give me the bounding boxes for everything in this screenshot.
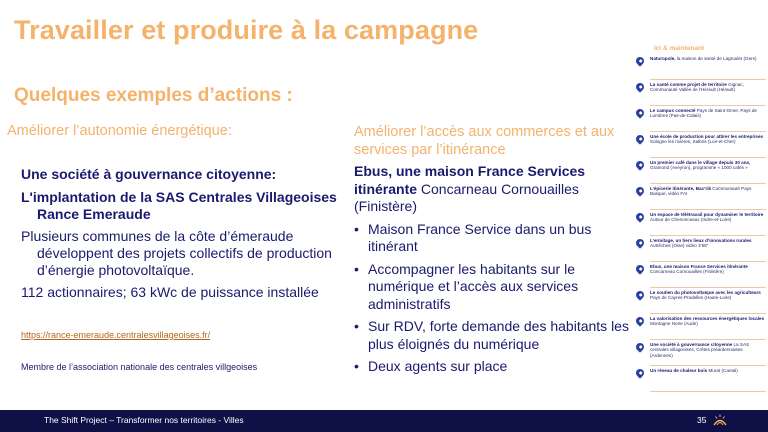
ebus-intro-bold: Ebus, une maison France Services itinérante xyxy=(354,163,586,197)
sidebar-list-item xyxy=(650,366,766,392)
centrales-villageoises-link[interactable]: https://rance-emeraude.centralesvillageoises.fr/ xyxy=(21,330,211,340)
bullet-text: Maison France Service dans un bus itinérant xyxy=(368,220,592,254)
sidebar-item-text xyxy=(650,56,766,61)
bullet-item xyxy=(354,221,636,256)
sidebar-item-rest: Gramond (Aveyron), programme « 1000 cafés » xyxy=(650,165,748,171)
bullet-icon: • xyxy=(354,260,359,277)
sidebar-item-text xyxy=(650,290,766,301)
right-column-body xyxy=(354,163,636,381)
sidebar-list-item xyxy=(650,132,766,158)
sidebar-list-item xyxy=(650,236,766,262)
sidebar-item-rest: Gignac, Communauté Vallée de l’Hérault (Hérault) xyxy=(650,82,744,93)
bullet-item xyxy=(354,261,636,314)
sidebar-item-rest: La SAS centrales villageoises, Crêtes préardennaises (Ardennes) xyxy=(650,342,750,358)
map-pin-icon xyxy=(634,81,645,92)
sidebar-list-item xyxy=(650,106,766,132)
map-pin-icon xyxy=(634,55,645,66)
sidebar-list xyxy=(650,54,766,392)
sidebar-item-rest: Concarneau Cornouailles (Finistère) xyxy=(650,269,724,275)
map-pin-icon xyxy=(634,315,645,326)
sidebar-item-bold: Une école de production pour attirer les entreprises xyxy=(650,134,764,139)
map-pin-icon xyxy=(634,367,645,378)
slide-subtitle: Quelques exemples d’actions : xyxy=(14,85,293,106)
sidebar-list-item xyxy=(650,54,766,80)
footer-bar xyxy=(0,410,768,432)
right-column-heading: Améliorer l’accès aux commerces et aux services par l’itinérance xyxy=(354,124,615,158)
map-pin-icon xyxy=(634,289,645,300)
ebus-intro xyxy=(354,163,636,216)
bullet-item xyxy=(354,318,636,353)
sidebar-item-rest: Autrêches (Oise) vidéo 3’55" xyxy=(650,243,709,249)
bullet-icon: • xyxy=(354,318,359,334)
left-column-heading: Améliorer l’autonomie énergétique: xyxy=(7,123,232,139)
map-pin-icon xyxy=(634,159,645,170)
sidebar-list-item xyxy=(650,314,766,340)
sidebar-list-item xyxy=(650,184,766,210)
sidebar-list-item xyxy=(650,80,766,106)
map-pin-icon xyxy=(634,263,645,274)
sidebar-item-rest: Murat (Cantal) xyxy=(707,368,738,373)
sidebar-list-item xyxy=(650,288,766,314)
sidebar-item-rest: Pays de Saint-Omer, Pays de Lumbres (Pas-de-Calais) xyxy=(650,108,757,119)
slide-title: Travailler et produire à la campagne xyxy=(14,15,479,45)
sidebar-item-bold: Le soutien du photovoltaïque avec les agriculteurs xyxy=(650,290,761,295)
sidebar-item-rest: Sologne les rivières, Salbris (Loir-et-Cher) xyxy=(650,139,736,145)
shift-project-logo-icon xyxy=(713,414,727,426)
sidebar-item-rest: la maison de santé de Lagruulet (Gers) xyxy=(675,56,757,61)
sidebar-item-bold: L’ermitage, un tiers lieux d’innovations rurales xyxy=(650,238,752,243)
examples-sidebar xyxy=(650,40,766,410)
sidebar-item-bold: La santé comme projet de territoire xyxy=(650,82,727,87)
map-pin-icon xyxy=(634,185,645,196)
society-heading: Une société à gouvernance citoyenne: xyxy=(21,166,277,182)
map-pin-icon xyxy=(634,237,645,248)
bullet-icon: • xyxy=(354,358,359,374)
sidebar-title: Ici & maintenant xyxy=(654,45,705,52)
bullet-icon: • xyxy=(354,220,359,237)
shareholders-text: 112 actionnaires; 63 kWc de puissance installée xyxy=(21,284,319,300)
footer-text: The Shift Project – Transformer nos territoires - Villes xyxy=(44,415,244,425)
sidebar-item-rest: Communauté Pays Basque, vidéo FAI xyxy=(650,186,752,197)
sidebar-item-bold: L’épicerie itinérante, Bac’rik xyxy=(650,186,712,191)
left-column-body xyxy=(21,166,341,301)
implantation-heading: L'implantation de la SAS Centrales Villageoises Rance Emeraude xyxy=(21,189,337,222)
sidebar-list-item xyxy=(650,340,766,366)
sidebar-list-item xyxy=(650,158,766,184)
sidebar-item-bold: Une société à gouvernance citoyenne xyxy=(650,342,733,347)
sidebar-item-text xyxy=(650,368,766,373)
map-pin-icon xyxy=(634,211,645,222)
sidebar-item-text xyxy=(650,82,766,93)
ebus-intro-rest: Concarneau Cornouailles (Finistère) xyxy=(354,180,579,214)
sidebar-item-bold: Naturopole, xyxy=(650,56,676,61)
sidebar-item-bold: Ebus, une maison France Services itinérante xyxy=(650,264,748,269)
sidebar-list-item xyxy=(650,210,766,236)
map-pin-icon xyxy=(634,341,645,352)
sidebar-item-rest: Autour de Chenonceaux (Indre-et-Loire) xyxy=(650,217,732,223)
sidebar-item-bold: Le campus connecté xyxy=(650,108,696,113)
sidebar-item-bold: La valorisation des ressources énergétiques locales xyxy=(650,316,765,321)
sidebar-item-text xyxy=(650,108,766,119)
bullet-text: Sur RDV, forte demande des habitants les plus éloignés du numérique xyxy=(368,318,629,352)
bullet-text: Accompagner les habitants sur le numérique et l’accès aux services administratifs xyxy=(368,260,579,312)
bullet-item xyxy=(354,358,636,376)
map-pin-icon xyxy=(634,107,645,118)
sidebar-item-bold: Un espace de télétravail pour dynamiser le territoire xyxy=(650,212,764,217)
sidebar-item-text xyxy=(650,134,766,145)
sidebar-item-rest: Pays de Cayres-Pradelles (Haute-Loire) xyxy=(650,295,732,301)
bullet-text: Deux agents sur place xyxy=(368,358,508,374)
page-number: 35 xyxy=(697,415,707,425)
sidebar-item-text xyxy=(650,160,766,171)
communes-text: Plusieurs communes de la côte d’émeraude développent des projets collectifs de production d’énergie photovoltaïque. xyxy=(21,228,332,278)
member-note: Membre de l’association nationale des centrales villgeoises xyxy=(21,362,258,372)
map-pin-icon xyxy=(634,133,645,144)
sidebar-item-text xyxy=(650,212,766,223)
sidebar-item-bold: Un réseau de chaleur bois xyxy=(650,368,708,373)
sidebar-list-item xyxy=(650,262,766,288)
sidebar-item-rest: Montagne Noire (Aude) xyxy=(650,321,698,327)
sidebar-item-text xyxy=(650,342,766,358)
sidebar-item-text xyxy=(650,238,766,249)
sidebar-item-text xyxy=(650,264,766,275)
sidebar-item-text xyxy=(650,186,766,197)
sidebar-item-text xyxy=(650,316,766,327)
sidebar-item-bold: Un premier café dans le village depuis 30 ans, xyxy=(650,160,751,165)
